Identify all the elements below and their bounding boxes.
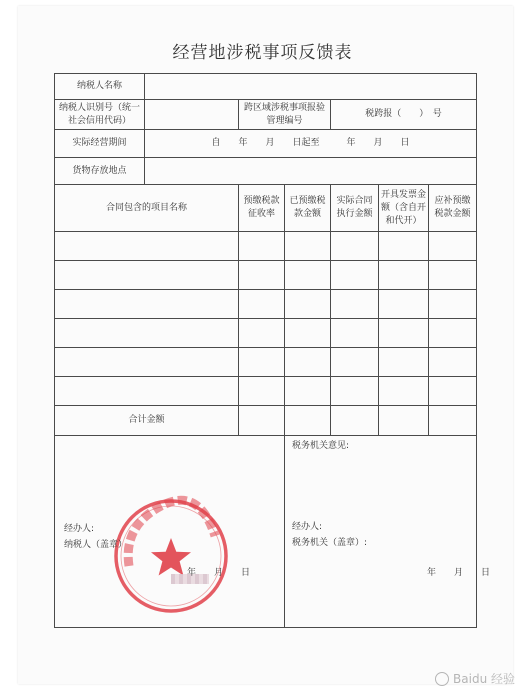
table-cell[interactable]	[285, 406, 331, 436]
authority-seal-label: 税务机关（盖章）:	[292, 538, 368, 548]
header-supplement-amount: 应补预缴税款金额	[429, 185, 477, 232]
total-label: 合计金额	[55, 406, 239, 436]
period-label: 实际经营期间	[55, 130, 145, 158]
taxpayer-name-row	[55, 74, 477, 100]
total-row	[55, 406, 477, 436]
table-cell[interactable]	[429, 261, 477, 290]
header-invoice-amount: 开具发票金额（含自开和代开）	[379, 185, 429, 232]
table-cell[interactable]	[239, 406, 285, 436]
table-cell[interactable]	[331, 232, 379, 261]
goods-location-row	[55, 158, 477, 185]
goods-location-field[interactable]	[145, 158, 477, 185]
tax-authority-block	[285, 436, 491, 628]
table-cell[interactable]	[429, 319, 477, 348]
company-seal-icon	[111, 496, 231, 616]
header-prepaid-amount: 已预缴税款金额	[285, 185, 331, 232]
taxpayer-signature-block	[55, 436, 285, 628]
table-cell[interactable]	[429, 406, 477, 436]
header-prepaid-rate: 预缴税款征收率	[239, 185, 285, 232]
signature-row	[55, 436, 477, 628]
project-name-cell[interactable]	[55, 348, 239, 377]
table-cell[interactable]	[379, 348, 429, 377]
header-contract-amount: 实际合同执行金额	[331, 185, 379, 232]
tax-report-number[interactable]: 税跨报（ ） 号	[331, 100, 477, 130]
table-cell[interactable]	[239, 232, 285, 261]
table-cell[interactable]	[429, 348, 477, 377]
table-cell[interactable]	[285, 319, 331, 348]
taxpayer-id-label: 纳税人识别号（统一社会信用代码）	[55, 100, 145, 130]
period-row	[55, 130, 477, 158]
form-title: 经营地涉税事项反馈表	[172, 43, 353, 63]
table-cell[interactable]	[239, 319, 285, 348]
watermark	[435, 670, 515, 687]
table-cell[interactable]	[285, 232, 331, 261]
project-name-cell[interactable]	[55, 377, 239, 406]
table-cell[interactable]	[331, 348, 379, 377]
period-value[interactable]: 自 年 月 日起至 年 月 日	[145, 130, 477, 158]
goods-location-label: 货物存放地点	[55, 158, 145, 185]
table-row	[55, 261, 477, 290]
table-cell[interactable]	[331, 261, 379, 290]
table-cell[interactable]	[379, 261, 429, 290]
feedback-form-table	[54, 73, 491, 628]
table-cell[interactable]	[239, 290, 285, 319]
authority-opinion-label: 税务机关意见:	[292, 441, 350, 451]
taxpayer-seal-label: 纳税人（盖章）	[64, 540, 128, 550]
table-cell[interactable]	[379, 319, 429, 348]
table-cell[interactable]	[331, 406, 379, 436]
table-cell[interactable]	[331, 290, 379, 319]
taxpayer-id-row	[55, 100, 477, 130]
table-cell[interactable]	[239, 261, 285, 290]
table-cell[interactable]	[429, 290, 477, 319]
table-cell[interactable]	[285, 261, 331, 290]
taxpayer-id-field[interactable]	[145, 100, 239, 130]
table-cell[interactable]	[239, 348, 285, 377]
table-row	[55, 348, 477, 377]
taxpayer-name-label: 纳税人名称	[55, 74, 145, 100]
table-cell[interactable]	[379, 406, 429, 436]
authority-handler-label: 经办人:	[292, 522, 323, 532]
project-name-cell[interactable]	[55, 290, 239, 319]
table-row	[55, 290, 477, 319]
header-project-name: 合同包含的项目名称	[55, 185, 239, 232]
table-cell[interactable]	[379, 377, 429, 406]
table-cell[interactable]	[331, 319, 379, 348]
table-cell[interactable]	[285, 290, 331, 319]
table-header-row	[55, 185, 477, 232]
table-row	[55, 377, 477, 406]
table-cell[interactable]	[379, 232, 429, 261]
cross-region-label: 跨区域涉税事项报验管理编号	[239, 100, 331, 130]
table-cell[interactable]	[429, 377, 477, 406]
project-name-cell[interactable]	[55, 261, 239, 290]
table-cell[interactable]	[239, 377, 285, 406]
baidu-paw-icon	[435, 672, 449, 686]
table-row	[55, 232, 477, 261]
table-row	[55, 319, 477, 348]
table-cell[interactable]	[429, 232, 477, 261]
table-cell[interactable]	[379, 290, 429, 319]
watermark-text: Baidu 经验	[453, 672, 515, 686]
taxpayer-date: 年 月 日	[187, 568, 251, 578]
project-name-cell[interactable]	[55, 232, 239, 261]
authority-date: 年 月 日	[427, 568, 491, 578]
table-cell[interactable]	[285, 348, 331, 377]
taxpayer-name-field[interactable]	[145, 74, 477, 100]
taxpayer-handler-label: 经办人:	[64, 524, 95, 534]
table-cell[interactable]	[331, 377, 379, 406]
table-cell[interactable]	[285, 377, 331, 406]
project-name-cell[interactable]	[55, 319, 239, 348]
